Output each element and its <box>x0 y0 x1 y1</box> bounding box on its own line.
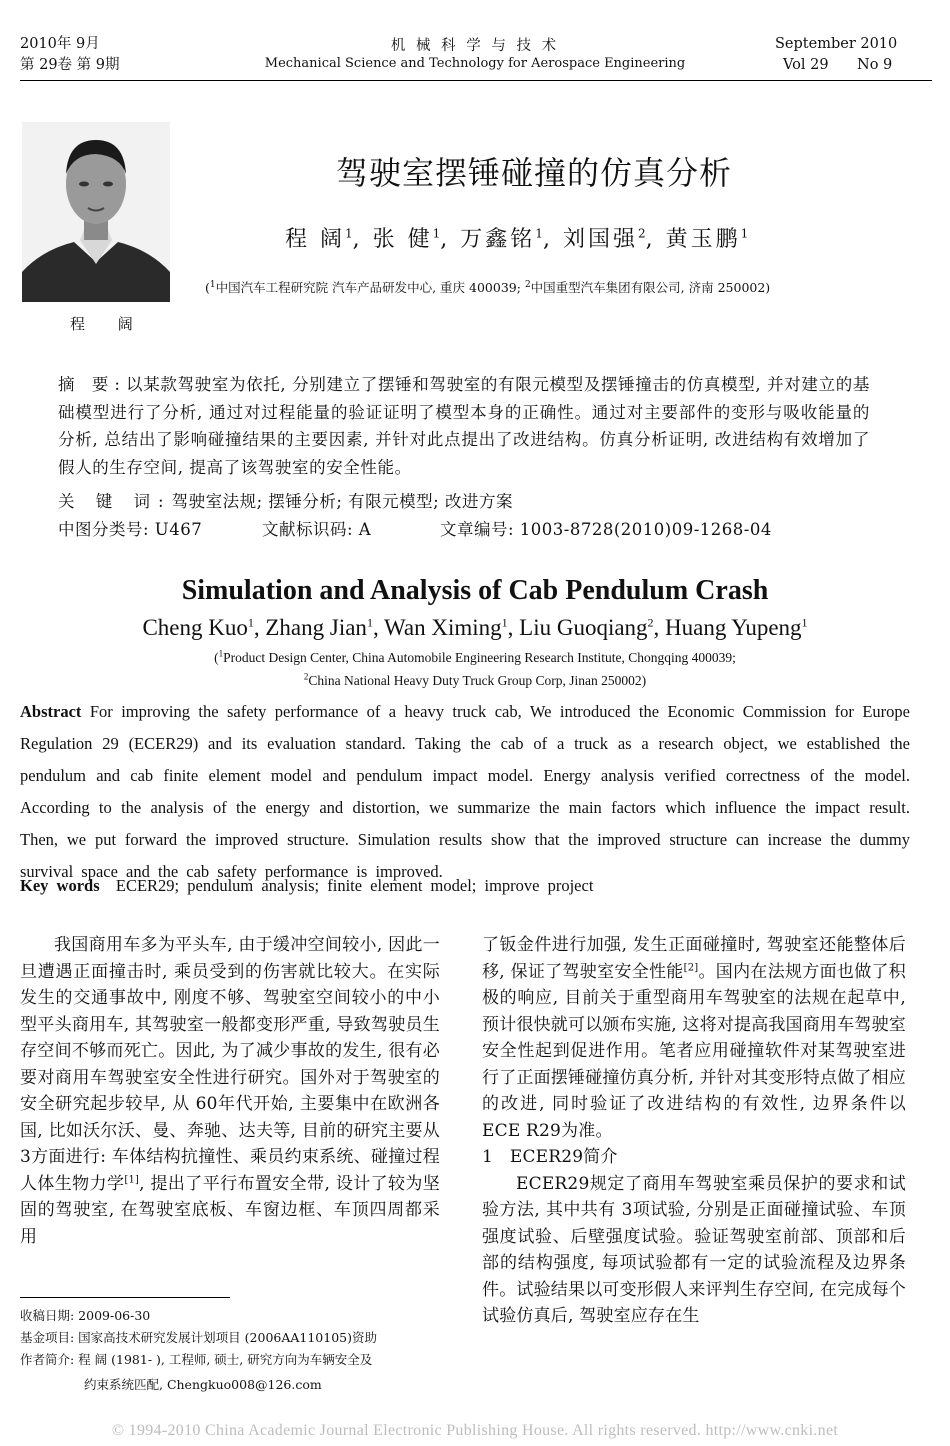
body-paragraph <box>20 932 440 1250</box>
author-affil-mark: 1 <box>432 226 441 241</box>
abstract-text-en: For improving the safety performance of a heavy truck cab, We introduced the Economic Commission for Europe Regulation 29 (ECER29) and its evaluation standard. Taking the cab of a truck as a research object, we established the pendulum and cab finite element model and pendulum impact model. Energy analysis verified correctness of the model. According to the analysis of the energy and distortion, we summarize the main factors which influence the impact result. Then, we put forward the improved structure. Simulation results show that the improved structure can increase the dummy survival space and the cab safety performance is improved. <box>20 702 910 881</box>
footnote-received: 收稿日期: 2009-06-30 <box>20 1308 151 1323</box>
author-name-cn: 刘国强 <box>562 227 638 252</box>
footnote-bio: 作者简介: 程 阔 (1981- ), 工程师, 硕士, 研究方向为车辆安全及 <box>20 1352 373 1367</box>
clc-number: 中图分类号: U467 <box>58 520 203 539</box>
affil-mark: 2 <box>303 671 309 682</box>
body-text: 。国内在法规方面也做了积极的响应, 目前关于重型商用车驾驶室的法规在起草中, 预计很快就可以颁布实施, 这将对提高我国商用车驾驶室安全性起到促进作用。笔者应用碰撞软件对某驾驶室进行了正面摆锤碰撞仿真分析, 并针对其变形特点做了相应的改进, 同时验证了改进结构的有效性, 边界条件以 ECE R29为准。 <box>482 961 907 1141</box>
author-photo-caption: 程 阔 <box>70 315 147 333</box>
author-name-cn: 万鑫铭 <box>460 227 536 252</box>
journal-title-cn: 机 械 科 学 与 技 术 <box>390 38 560 54</box>
author-affil-mark: 1 <box>535 226 543 241</box>
body-paragraph <box>482 1171 906 1330</box>
affil-mark: 1 <box>218 648 224 659</box>
keywords-text-en: ECER29; pendulum analysis; finite element model; improve project <box>115 876 594 895</box>
header-date-cn: 2010年 9月 <box>20 36 100 52</box>
affil-mark: 2 <box>524 279 531 290</box>
citation-ref: [2] <box>683 961 699 973</box>
keywords-text-cn: 驾驶室法规; 摆锤分析; 有限元模型; 改进方案 <box>171 492 513 511</box>
abstract-en <box>20 696 910 888</box>
header-rule <box>20 80 932 81</box>
author-name-en: Liu Guoqiang <box>519 615 648 640</box>
header-volume-cn: 第 29卷 第 9期 <box>20 57 120 73</box>
header-date-en: September 2010 <box>775 36 898 52</box>
affiliation-1-cn: 中国汽车工程研究院 汽车产品研发中心, 重庆 400039; <box>215 280 521 295</box>
section-number: 1 <box>482 1147 494 1167</box>
affil-mark: 1 <box>209 279 216 290</box>
affiliation-1-en-text: Product Design Center, China Automobile Engineering Research Institute, Chongqing 400039; <box>223 650 736 665</box>
body-text: 了钣金件进行加强, 发生正面碰撞时, 驾驶室还能整体后移, 保证了驾驶室安全性能 <box>482 935 906 982</box>
paper-title-cn: 驾驶室摆锤碰撞的仿真分析 <box>335 154 732 192</box>
author-affil-mark: 1 <box>345 226 353 241</box>
keywords-en <box>20 876 593 896</box>
paper-title-en: Simulation and Analysis of Cab Pendulum Crash <box>181 575 769 606</box>
document-code: 文献标识码: A <box>262 520 372 539</box>
body-left-column <box>20 932 440 1250</box>
abstract-label-en: Abstract <box>20 702 82 721</box>
affiliation-2-cn: 中国重型汽车集团有限公司, 济南 250002) <box>530 280 771 295</box>
author-name-en: Cheng Kuo <box>142 615 248 640</box>
author-affil-mark: 2 <box>647 615 654 630</box>
author-affil-mark: 1 <box>740 226 749 241</box>
section-title: ECER29简介 <box>509 1147 618 1167</box>
copyright-watermark: © 1994-2010 China Academic Journal Electronic Publishing House. All rights reserved. http://www.cnki.net <box>111 1422 839 1439</box>
affiliation-1-en: ($^1$Product Design Center, China Automobile Engineering Research Institute, Chongqing 400039; <box>214 648 736 665</box>
section-heading <box>482 1144 906 1171</box>
article-number: 文章编号: 1003-8728(2010)09-1268-04 <box>440 520 772 539</box>
author-name-cn: 张 健 <box>372 227 433 252</box>
header-issue-en: No 9 <box>857 57 893 73</box>
author-affil-mark: 1 <box>801 615 808 630</box>
abstract-text-cn: 以某款驾驶室为依托, 分别建立了摆锤和驾驶室的有限元模型及摆锤撞击的仿真模型, 并对建立的基础模型进行了分析, 通过对过程能量的验证证明了模型本身的正确性。通过对主要部件的变形与吸收能量的分析, 总结出了影响碰撞结果的主要因素, 并针对此点提出了改进结构。仿真分析证明, 改进结构有效增加了假人的生存空间, 提高了该驾驶室的安全性能。 <box>58 375 870 477</box>
body-right-column <box>482 932 906 1330</box>
header-volume-en: Vol 29 <box>783 57 829 73</box>
journal-title-en: Mechanical Science and Technology for Aerospace Engineering <box>264 56 686 71</box>
abstract-label-cn: 摘 要: <box>58 375 126 394</box>
author-name-en: Zhang Jian <box>265 615 367 640</box>
keywords-cn <box>58 488 513 512</box>
keywords-label-cn: 关 键 词: <box>58 492 172 511</box>
author-name-en: Huang Yupeng <box>665 615 802 640</box>
footnote-bio-continued: 约束系统匹配, Chengkuo008@126.com <box>84 1377 322 1392</box>
author-affil-mark: 1 <box>501 615 508 630</box>
affiliation-2-en-text: China National Heavy Duty Truck Group Corp, Jinan 250002) <box>308 673 647 688</box>
citation-ref: [1] <box>124 1173 140 1185</box>
keywords-label-en: Key words <box>20 876 100 895</box>
body-paragraph <box>482 932 906 1144</box>
body-text: , 提出了平行布置安全带, 设计了较为坚固的驾驶室, 在驾驶室底板、车窗边框、车顶四周都采用 <box>20 1173 440 1247</box>
abstract-cn <box>58 371 870 481</box>
author-name-en: Wan Ximing <box>384 615 502 640</box>
author-affil-mark: 1 <box>247 615 254 630</box>
affiliation-2-en <box>0 673 950 689</box>
affiliations-cn: ($^1$中国汽车工程研究院 汽车产品研发中心, 重庆 400039; $^2$中国重型汽车集团有限公司, 济南 250002) <box>205 279 771 295</box>
body-text: 我国商用车多为平头车, 由于缓冲空间较小, 因此一旦遭遇正面撞击时, 乘员受到的伤害就比较大。在实际发生的交通事故中, 刚度不够、驾驶室空间较小的中小型平头商用车, 其驾驶室一般都变形严重, 导致驾驶员生存空间不够而死亡。因此, 为了减少事故的发生, 很有必要对商用车驾驶室安全性进行研究。国外对于驾驶室的安全研究起步较早, 从 60年代开始, 主要集中在欧洲各国, 比如沃尔沃、曼、奔驰、达夫等, 目前的研究主要从 3方面进行: 车体结构抗撞性、乘员约束系统、碰撞过程人体生物力学 <box>20 935 440 1194</box>
author-name-cn: 黄玉鹏 <box>665 227 741 252</box>
author-affil-mark: 2 <box>637 226 646 241</box>
author-list-en: Cheng Kuo$^1$, Zhang Jian$^1$, Wan Ximing$^1$, Liu Guoqiang$^2$, Huang Yupeng$^1$ <box>142 615 808 640</box>
author-list-cn: 程 阔$^1$, 张 健$^1$, 万鑫铭$^1$, 刘国强$^2$, 黄玉鹏$^1$ <box>285 226 749 252</box>
body-text: ECER29规定了商用车驾驶室乘员保护的要求和试验方法, 其中共有 3项试验, 分别是正面碰撞试验、车顶强度试验、后壁强度试验。验证驾驶室前部、顶部和后部的结构强度, 每项试验都有一定的试验流程及边界条件。试验结果以可变形假人来评判生存空间, 在完成每个试验仿真后, 驾驶室应存在生 <box>482 1173 907 1326</box>
author-affil-mark: 1 <box>366 615 373 630</box>
footnote-rule <box>20 1297 230 1298</box>
author-name-cn: 程 阔 <box>285 227 345 252</box>
footnote-fund: 基金项目: 国家高技术研究发展计划项目 (2006AA110105)资助 <box>20 1330 377 1345</box>
